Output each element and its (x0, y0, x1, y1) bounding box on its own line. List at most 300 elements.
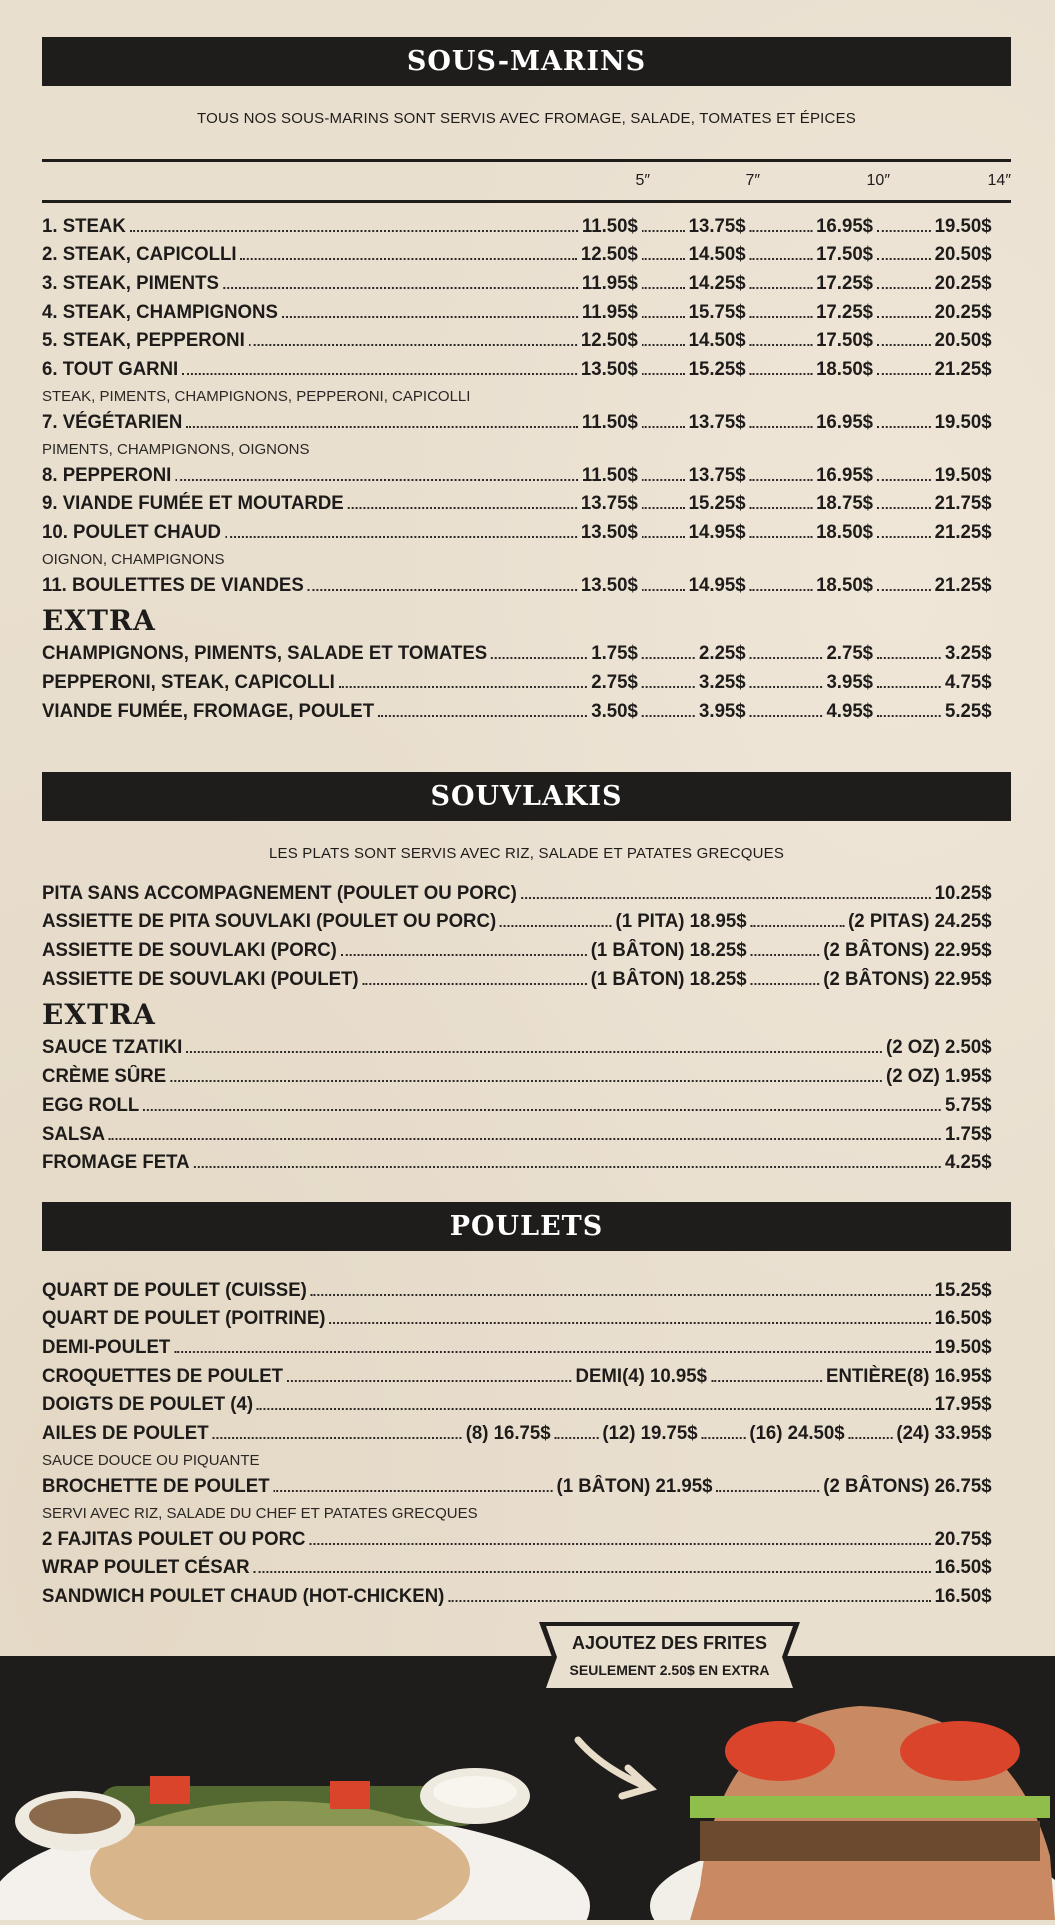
dot-leader (750, 536, 813, 538)
menu-item (42, 665, 992, 694)
item-price: 20.50$ (934, 244, 992, 266)
price-cell (746, 493, 873, 515)
item-price: ENTIÈRE(8) 16.95$ (826, 1365, 992, 1387)
price-cell (616, 911, 747, 933)
item-price: 21.75$ (934, 493, 992, 515)
price-cell (873, 412, 992, 434)
section-title: SOUS-MARINS (42, 37, 1011, 86)
item-name: 11. BOULETTES DE VIANDES (42, 574, 304, 596)
item-price: 13.50$ (580, 359, 638, 381)
dot-leader (642, 344, 685, 346)
menu-item (42, 637, 992, 666)
dot-leader (877, 686, 941, 688)
price-cell (638, 330, 746, 352)
dot-leader (254, 1571, 931, 1573)
dot-leader (642, 657, 695, 659)
price-cell (746, 412, 873, 434)
price-cell (945, 1124, 992, 1146)
price-cell (873, 672, 992, 694)
menu-item (42, 1146, 992, 1175)
price-cell (638, 244, 746, 266)
dot-leader (877, 230, 931, 232)
fries-promo-banner (537, 1620, 802, 1694)
price-cell (638, 359, 746, 381)
price-cell (582, 216, 638, 238)
dot-leader (311, 1294, 931, 1296)
item-price: (2 BÂTONS) 22.95$ (823, 940, 992, 962)
dot-leader (750, 686, 823, 688)
dot-leader (240, 258, 577, 260)
size-14: 14″ (987, 172, 1011, 189)
price-cell (935, 1586, 992, 1608)
item-price: 11.50$ (581, 411, 638, 433)
item-name: SAUCE TZATIKI (42, 1037, 183, 1059)
price-cell (638, 273, 746, 295)
item-price: 1.75$ (945, 1123, 992, 1145)
price-cell (638, 412, 746, 434)
item-price: (8) 16.75$ (465, 1423, 551, 1445)
item-name: 1. STEAK (42, 215, 126, 237)
item-price: 2.75$ (826, 643, 874, 665)
item-price: 21.25$ (934, 521, 992, 543)
price-cell (873, 575, 992, 597)
item-price: 4.25$ (945, 1152, 992, 1174)
price-cell (576, 1366, 707, 1388)
item-price: 14.95$ (688, 521, 746, 543)
item-price: 19.50$ (934, 1337, 992, 1359)
dot-leader (186, 426, 578, 428)
menu-item (42, 238, 992, 267)
item-name: BROCHETTE DE POULET (42, 1475, 270, 1497)
item-price: (12) 19.75$ (602, 1423, 698, 1445)
arrow-icon (578, 1740, 640, 1784)
item-price: 15.75$ (688, 301, 746, 323)
price-cell (581, 493, 638, 515)
item-name: 7. VÉGÉTARIEN (42, 411, 183, 433)
price-cell (873, 493, 992, 515)
dot-leader (750, 715, 823, 717)
menu-item (42, 266, 992, 295)
poulets-section (42, 1202, 1011, 1608)
price-cell (873, 244, 992, 266)
dot-leader (500, 925, 612, 927)
dot-leader (750, 287, 813, 289)
dot-leader (642, 426, 685, 428)
price-cell (746, 672, 873, 694)
item-price: (2 OZ) 2.50$ (886, 1037, 992, 1059)
section-subtitle: LES PLATS SONT SERVIS AVEC RIZ, SALADE ET PATATES GRECQUES (268, 845, 785, 862)
dot-leader (223, 287, 578, 289)
dot-leader (877, 287, 931, 289)
price-cell (935, 883, 992, 905)
item-price: 15.25$ (688, 359, 746, 381)
dot-leader (362, 983, 586, 985)
price-cell (638, 643, 746, 665)
dot-leader (877, 316, 931, 318)
price-cell (591, 643, 638, 665)
extra-heading: EXTRA (42, 997, 156, 1031)
souvlakis-section (42, 772, 1011, 1174)
dot-leader (877, 657, 941, 659)
price-cell (581, 330, 638, 352)
menu-item (42, 1117, 992, 1146)
price-cell (638, 302, 746, 324)
dot-leader (109, 1138, 941, 1140)
price-cell (638, 216, 746, 238)
item-price: 4.95$ (826, 700, 874, 722)
price-cell (581, 359, 638, 381)
item-price: 17.95$ (934, 1394, 992, 1416)
price-cell (873, 701, 992, 723)
dot-leader (339, 686, 588, 688)
menu-item (42, 933, 992, 962)
price-cell (746, 522, 873, 544)
dot-leader (642, 316, 685, 318)
item-price: 18.75$ (816, 493, 874, 515)
menu-item (42, 1330, 992, 1359)
item-price: 16.95$ (816, 411, 874, 433)
item-price: 16.95$ (816, 215, 874, 237)
dot-leader (174, 1351, 931, 1353)
price-cell (873, 216, 992, 238)
item-price: 2.25$ (699, 643, 746, 665)
item-price: 13.50$ (580, 574, 638, 596)
item-name: CRÈME SÛRE (42, 1066, 167, 1088)
item-price: (1 BÂTON) 18.25$ (590, 940, 747, 962)
price-cell (873, 522, 992, 544)
menu-item (42, 352, 992, 381)
price-cell (638, 575, 746, 597)
price-cell (557, 1476, 713, 1498)
item-name: DOIGTS DE POULET (4) (42, 1394, 254, 1416)
price-cell (845, 1423, 992, 1445)
menu-item (42, 694, 992, 723)
price-cell (746, 330, 873, 352)
price-cell (582, 273, 638, 295)
promo-title: AJOUTEZ DES FRITES (571, 1633, 768, 1653)
item-description: SERVI AVEC RIZ, SALADE DU CHEF ET PATATES GRECQUES (42, 1504, 478, 1522)
menu-item (42, 1469, 992, 1498)
price-cell (935, 1529, 992, 1551)
item-name: QUART DE POULET (POITRINE) (42, 1308, 326, 1330)
dot-leader (448, 1600, 930, 1602)
item-price: 17.25$ (816, 273, 874, 295)
menu-item (42, 568, 992, 597)
item-name: DEMI-POULET (42, 1337, 171, 1359)
item-price: (2 OZ) 1.95$ (886, 1066, 992, 1088)
item-price: 13.75$ (688, 411, 746, 433)
dot-leader (642, 373, 685, 375)
price-cell (582, 412, 638, 434)
item-name: ASSIETTE DE SOUVLAKI (PORC) (42, 940, 337, 962)
item-price: 16.50$ (934, 1585, 992, 1607)
price-cell (873, 359, 992, 381)
item-name: WRAP POULET CÉSAR (42, 1557, 250, 1579)
item-price: 20.25$ (934, 301, 992, 323)
dot-leader (491, 657, 587, 659)
item-name: AILES DE POULET (42, 1423, 209, 1445)
item-price: 13.75$ (688, 215, 746, 237)
dot-leader (642, 258, 685, 260)
item-price: 5.75$ (945, 1094, 992, 1116)
menu-item (42, 962, 992, 991)
price-cell (581, 522, 638, 544)
dot-leader (642, 287, 685, 289)
dot-leader (642, 536, 685, 538)
dot-leader (751, 954, 820, 956)
item-price: (1 PITA) 18.95$ (615, 911, 747, 933)
item-name: PEPPERONI, STEAK, CAPICOLLI (42, 671, 335, 693)
item-name: 2. STEAK, CAPICOLLI (42, 244, 237, 266)
dot-leader (711, 1380, 822, 1382)
price-cell (746, 575, 873, 597)
item-name: 5. STEAK, PEPPERONI (42, 330, 245, 352)
dot-leader (225, 536, 577, 538)
item-price: 19.50$ (934, 464, 992, 486)
item-price: 16.50$ (934, 1308, 992, 1330)
price-cell (746, 701, 873, 723)
menu-item (42, 209, 992, 238)
dot-leader (642, 230, 685, 232)
dot-leader (329, 1322, 930, 1324)
section-title: SOUVLAKIS (42, 772, 1011, 821)
menu-item (42, 1388, 992, 1417)
item-price: (1 BÂTON) 18.25$ (590, 968, 747, 990)
item-price: 20.75$ (934, 1528, 992, 1550)
dot-leader (341, 954, 587, 956)
item-name: ASSIETTE DE PITA SOUVLAKI (POULET OU PORC) (42, 911, 497, 933)
item-price: 3.25$ (699, 671, 746, 693)
item-name: 3. STEAK, PIMENTS (42, 273, 219, 295)
item-price: 12.50$ (580, 244, 638, 266)
item-name: 10. POULET CHAUD (42, 521, 221, 543)
item-price: 15.25$ (934, 1279, 992, 1301)
price-cell (886, 1066, 992, 1088)
item-price: 21.25$ (934, 359, 992, 381)
price-cell (945, 1095, 992, 1117)
menu-item (42, 1416, 992, 1445)
dot-leader (308, 589, 577, 591)
dot-leader (348, 507, 577, 509)
photo-band (0, 1656, 1055, 1920)
dot-leader (849, 1437, 893, 1439)
price-cell (747, 969, 992, 991)
price-cell (638, 701, 746, 723)
menu-item (42, 1359, 992, 1388)
dot-leader (282, 316, 578, 318)
dot-leader (877, 426, 931, 428)
item-price: 14.95$ (688, 574, 746, 596)
price-cell (466, 1423, 551, 1445)
dot-leader (186, 1051, 882, 1053)
item-name: ASSIETTE DE SOUVLAKI (POULET) (42, 968, 359, 990)
item-name: SANDWICH POULET CHAUD (HOT-CHICKEN) (42, 1585, 445, 1607)
item-price: 14.25$ (688, 273, 746, 295)
dot-leader (750, 479, 813, 481)
price-cell (746, 273, 873, 295)
item-price: 3.25$ (945, 643, 992, 665)
dot-leader (750, 657, 823, 659)
dot-leader (642, 589, 685, 591)
price-cell (873, 643, 992, 665)
dot-leader (212, 1437, 461, 1439)
item-name: 8. PEPPERONI (42, 464, 172, 486)
item-price: (2 PITAS) 24.25$ (848, 911, 992, 933)
item-name: EGG ROLL (42, 1094, 140, 1116)
item-price: 17.25$ (816, 301, 874, 323)
price-cell (935, 1308, 992, 1330)
dot-leader (130, 230, 578, 232)
item-price: 19.50$ (934, 215, 992, 237)
price-cell (707, 1366, 992, 1388)
price-cell (746, 359, 873, 381)
size-5: 5″ (635, 172, 650, 189)
dot-leader (249, 344, 577, 346)
section-title: POULETS (42, 1202, 1011, 1251)
item-price: (2 BÂTONS) 22.95$ (823, 968, 992, 990)
dot-leader (750, 373, 813, 375)
item-price: 15.25$ (688, 493, 746, 515)
menu-item (42, 405, 992, 434)
item-price: 13.75$ (688, 464, 746, 486)
item-description: OIGNON, CHAMPIGNONS (42, 550, 225, 568)
item-price: 1.75$ (591, 643, 638, 665)
dot-leader (877, 258, 931, 260)
menu-item (42, 458, 992, 487)
price-cell (873, 330, 992, 352)
price-cell (638, 465, 746, 487)
size-headers (42, 162, 1011, 200)
dot-leader (877, 373, 931, 375)
price-cell (746, 244, 873, 266)
dot-leader (257, 1408, 931, 1410)
price-cell (945, 1152, 992, 1174)
menu-item (42, 1031, 992, 1060)
item-name: SALSA (42, 1123, 106, 1145)
item-price: 18.50$ (816, 359, 874, 381)
item-price: 3.95$ (699, 700, 746, 722)
dot-leader (750, 507, 813, 509)
price-cell (935, 1280, 992, 1302)
menu-item (42, 1579, 992, 1608)
price-cell (746, 302, 873, 324)
price-cell (591, 969, 747, 991)
item-price: 11.50$ (581, 215, 638, 237)
dot-leader (175, 479, 578, 481)
dot-leader (750, 258, 813, 260)
item-price: 19.50$ (934, 411, 992, 433)
price-cell (638, 672, 746, 694)
dot-leader (642, 715, 695, 717)
item-price: 16.95$ (816, 464, 874, 486)
dot-leader (309, 1543, 930, 1545)
food-photos (0, 1656, 1055, 1920)
item-price: 11.95$ (581, 301, 638, 323)
price-cell (746, 465, 873, 487)
item-name: CHAMPIGNONS, PIMENTS, SALADE ET TOMATES (42, 643, 488, 665)
item-price: 18.50$ (816, 574, 874, 596)
item-price: 18.50$ (816, 521, 874, 543)
menu-item (42, 876, 992, 905)
dot-leader (642, 479, 685, 481)
menu-item (42, 905, 992, 934)
item-description: STEAK, PIMENTS, CHAMPIGNONS, PEPPERONI, CAPICOLLI (42, 388, 471, 406)
menu-item (42, 295, 992, 324)
price-cell (551, 1423, 698, 1445)
item-price: 20.50$ (934, 330, 992, 352)
price-cell (873, 273, 992, 295)
dot-leader (716, 1490, 819, 1492)
item-price: 2.75$ (591, 671, 638, 693)
price-cell (698, 1423, 845, 1445)
sous-marins-section (42, 37, 1011, 723)
menu-item (42, 324, 992, 353)
price-cell (581, 244, 638, 266)
item-price: 11.50$ (581, 464, 638, 486)
dot-leader (750, 230, 813, 232)
dot-leader (170, 1080, 882, 1082)
dot-leader (642, 507, 685, 509)
price-cell (935, 1557, 992, 1579)
dot-leader (877, 344, 931, 346)
item-price: 4.75$ (945, 671, 992, 693)
dot-leader (750, 316, 813, 318)
item-price: 17.50$ (816, 330, 874, 352)
item-price: (1 BÂTON) 21.95$ (556, 1475, 713, 1497)
dot-leader (877, 536, 931, 538)
item-price: 11.95$ (581, 273, 638, 295)
dot-leader (274, 1490, 553, 1492)
menu-item (42, 1088, 992, 1117)
price-cell (886, 1037, 992, 1059)
size-10: 10″ (866, 172, 890, 189)
dot-leader (378, 715, 587, 717)
dot-leader (751, 983, 820, 985)
dot-leader (750, 426, 813, 428)
item-name: PITA SANS ACCOMPAGNEMENT (POULET OU PORC) (42, 882, 517, 904)
menu-item (42, 1551, 992, 1580)
item-price: 13.75$ (580, 493, 638, 515)
price-cell (582, 302, 638, 324)
item-price: 21.25$ (934, 574, 992, 596)
menu-item (42, 1059, 992, 1088)
item-price: 20.25$ (934, 273, 992, 295)
item-name: VIANDE FUMÉE, FROMAGE, POULET (42, 700, 375, 722)
item-name: 9. VIANDE FUMÉE ET MOUTARDE (42, 493, 344, 515)
price-cell (638, 522, 746, 544)
menu-item (42, 515, 992, 544)
price-cell (747, 911, 992, 933)
item-price: 5.25$ (945, 700, 992, 722)
item-name: CROQUETTES DE POULET (42, 1365, 284, 1387)
menu-item (42, 1273, 992, 1302)
dot-leader (877, 715, 941, 717)
menu-item (42, 1302, 992, 1331)
item-price: (16) 24.50$ (749, 1423, 845, 1445)
price-cell (591, 701, 638, 723)
dot-leader (750, 589, 813, 591)
item-price: 14.50$ (688, 330, 746, 352)
dot-leader (521, 897, 931, 899)
dot-leader (194, 1166, 942, 1168)
price-cell (591, 672, 638, 694)
menu-item (42, 487, 992, 516)
item-price: 13.50$ (580, 521, 638, 543)
promo-subtitle: SEULEMENT 2.50$ EN EXTRA (569, 1662, 770, 1678)
item-price: 14.50$ (688, 244, 746, 266)
price-cell (935, 1394, 992, 1416)
size-7: 7″ (745, 172, 760, 189)
